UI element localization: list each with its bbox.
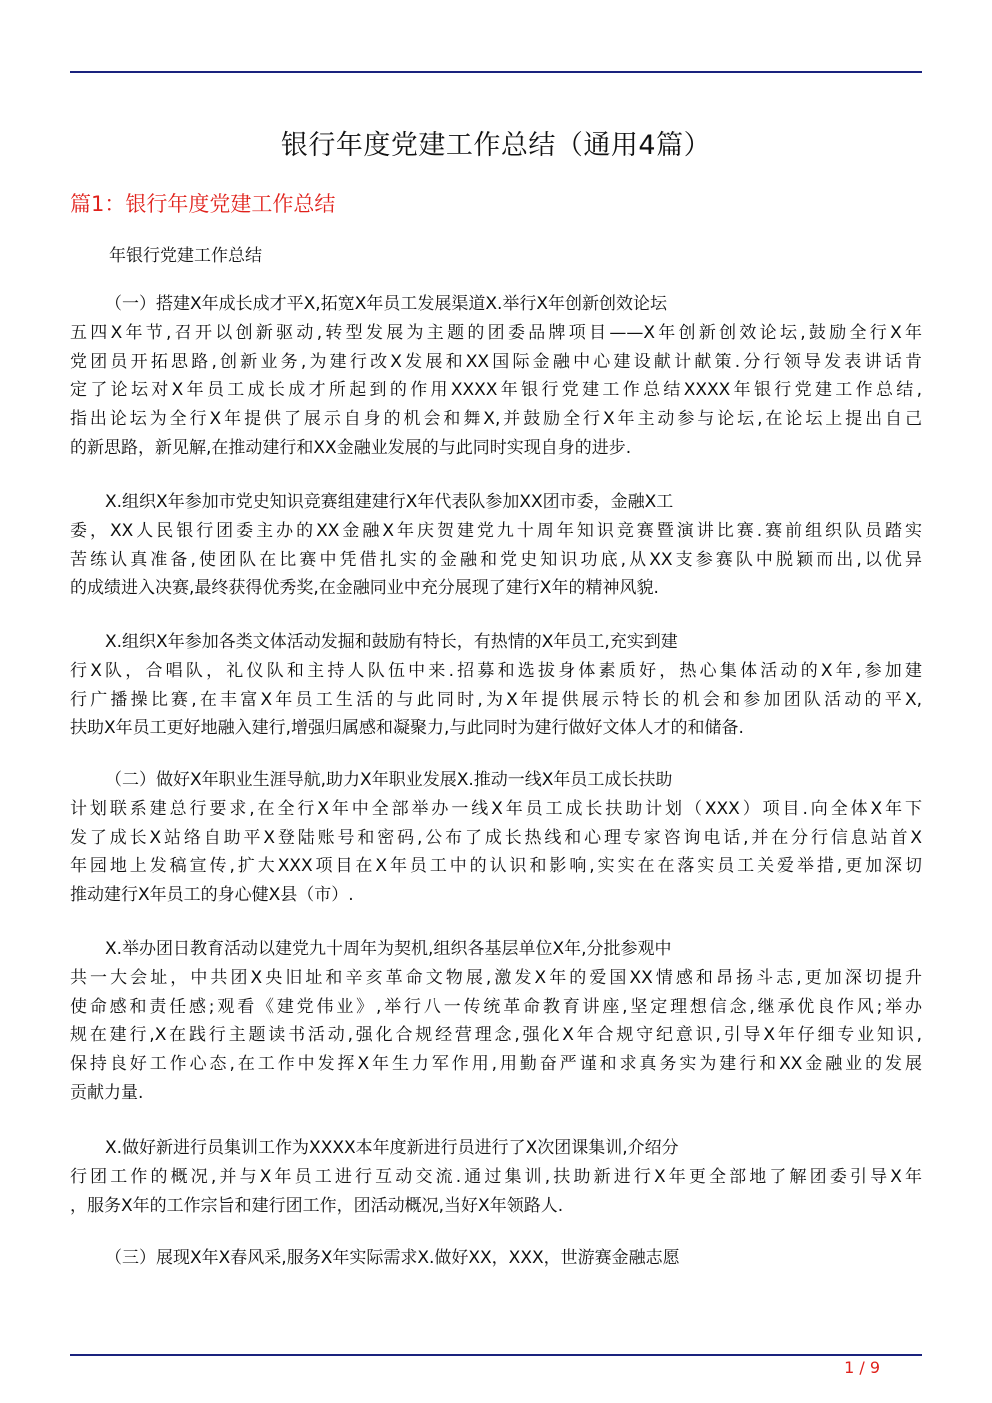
paragraph-line: 使命感和责任感;观看《建党伟业》,举行八一传统革命教育讲座,坚定理想信念,继承优良作风;举办 [70, 996, 922, 1017]
paragraph-line: 定了论坛对X年员工成长成才所起到的作用XXXX年银行党建工作总结XXXX年银行党建工作总结, [70, 380, 922, 401]
footer-rule [70, 1354, 922, 1356]
paragraph-line: 贡献力量. [70, 1082, 144, 1103]
paragraph-line: 扶助X年员工更好地融入建行,增强归属感和凝聚力,与此同时为建行做好文体人才的和储备. [70, 718, 744, 739]
paragraph-5 [70, 935, 922, 1108]
paragraph-line: 苦练认真准备,使团队在比赛中凭借扎实的金融和党史知识功底,从XX支参赛队中脱颖而出,以优异 [70, 549, 922, 570]
paragraph-line: 行团工作的概况,并与X年员工进行互动交流.通过集训,扶助新进行X年更全部地了解团委引导X年 [70, 1166, 922, 1187]
paragraph-line: （二）做好X年职业生涯导航,助力X年职业发展X.推动一线X年员工成长扶助 [105, 770, 673, 790]
paragraph-line: 共一大会址，中共团X央旧址和辛亥革命文物展,激发X年的爱国XX情感和昂扬斗志,更加深切提升 [70, 967, 922, 988]
intro-line: 年银行党建工作总结 [109, 246, 262, 266]
paragraph-line: 五四X年节,召开以创新驱动,转型发展为主题的团委品牌项目——X年创新创效论坛,鼓励全行X年 [70, 322, 922, 343]
paragraph-line: ，服务X年的工作宗旨和建行团工作，团活动概况,当好X年领路人. [70, 1195, 564, 1216]
paragraph-line: 行广播操比赛,在丰富X年员工生活的与此同时,为X年提供展示特长的机会和参加团队活动的平X, [70, 689, 922, 710]
paragraph-line: 委，XX人民银行团委主办的XX金融X年庆贺建党九十周年知识竞赛暨演讲比赛.赛前组织队员踏实 [70, 520, 922, 541]
document-title: 银行年度党建工作总结（通用4篇） [280, 130, 712, 161]
paragraph-line: （一）搭建X年成长成才平X,拓宽X年员工发展渠道X.举行X年创新创效论坛 [105, 294, 668, 314]
page-number: 1 / 9 [844, 1358, 880, 1377]
paragraph-line: （三）展现X年X春风采,服务X年实际需求X.做好XX，XXX，世游赛金融志愿 [105, 1248, 680, 1268]
section-heading: 篇1：银行年度党建工作总结 [70, 192, 336, 216]
header-rule [70, 71, 922, 73]
paragraph-line: 保持良好工作心态,在工作中发挥X年生力军作用,用勤奋严谨和求真务实为建行和XX金融业的发展 [70, 1054, 922, 1075]
paragraph-line: 年园地上发稿宣传,扩大XXX项目在X年员工中的认识和影响,实实在在落实员工关爱举措,更加深切 [70, 856, 922, 877]
paragraph-line: 发了成长X站络自助平X登陆账号和密码,公布了成长热线和心理专家咨询电话,并在分行信息站首X [70, 827, 922, 848]
paragraph-1 [70, 290, 922, 463]
paragraph-6 [70, 1134, 922, 1220]
paragraph-line: 的成绩进入决赛,最终获得优秀奖,在金融同业中充分展现了建行X年的精神风貌. [70, 578, 659, 599]
paragraph-2 [70, 488, 922, 603]
paragraph-line: 行X队，合唱队，礼仪队和主持人队伍中来.招募和选拔身体素质好，热心集体活动的X年,参加建 [70, 660, 922, 681]
paragraph-4 [70, 766, 922, 910]
paragraph-line: 党团员开拓思路,创新业务,为建行改X发展和XX国际金融中心建设献计献策.分行领导发表讲话肯 [70, 351, 922, 372]
paragraph-3 [70, 628, 922, 743]
paragraph-line: 计划联系建总行要求,在全行X年中全部举办一线X年员工成长扶助计划（XXX）项目.向全体X年下 [70, 798, 922, 819]
paragraph-line: X.组织X年参加各类文体活动发掘和鼓励有特长，有热情的X年员工,充实到建 [105, 632, 678, 652]
paragraph-line: X.做好新进行员集训工作为XXXX本年度新进行员进行了X次团课集训,介绍分 [105, 1138, 679, 1158]
paragraph-line: 推动建行X年员工的身心健X县（市）. [70, 885, 354, 906]
paragraph-line: X.组织X年参加市党史知识竞赛组建建行X年代表队参加XX团市委，金融X工 [105, 492, 674, 512]
paragraph-line: 规在建行,X在践行主题读书活动,强化合规经营理念,强化X年合规守纪意识,引导X年仔细专业知识, [70, 1025, 922, 1046]
paragraph-line: X.举办团日教育活动以建党九十周年为契机,组织各基层单位X年,分批参观中 [105, 939, 672, 959]
paragraph-line: 指出论坛为全行X年提供了展示自身的机会和舞X,并鼓励全行X年主动参与论坛,在论坛上提出自己 [70, 409, 922, 430]
paragraph-7 [70, 1244, 922, 1273]
paragraph-line: 的新思路，新见解,在推动建行和XX金融业发展的与此同时实现自身的进步. [70, 437, 632, 458]
